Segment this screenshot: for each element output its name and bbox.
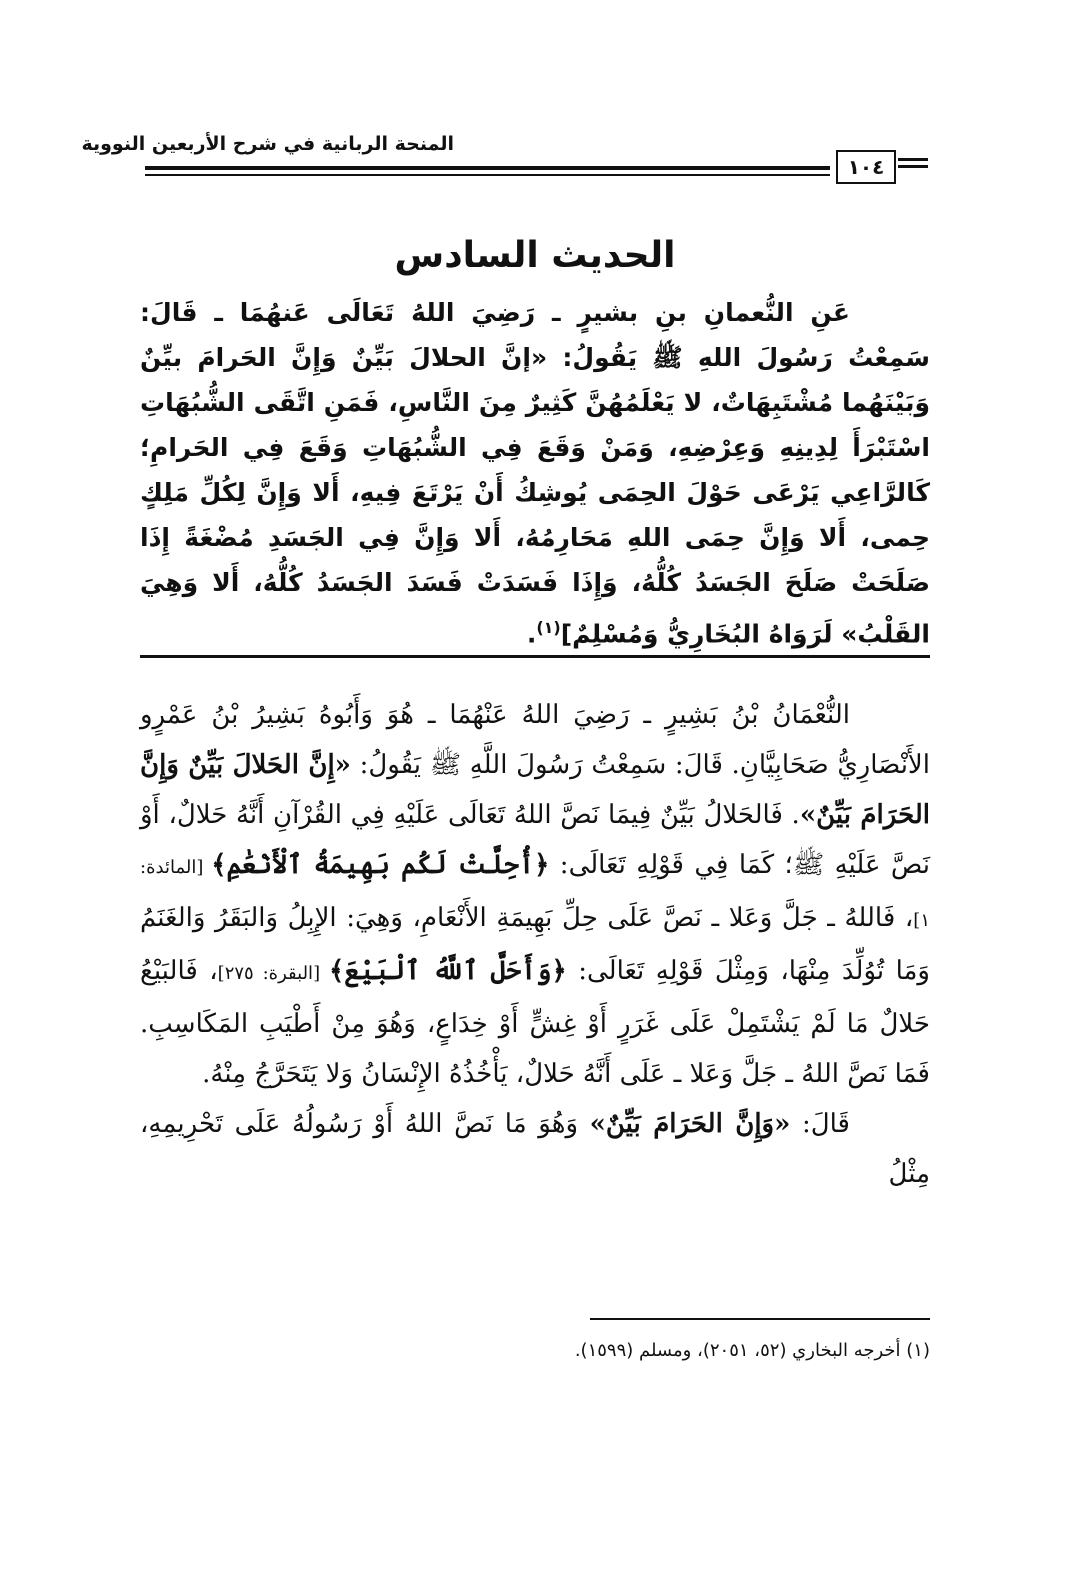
footnote-divider	[590, 1318, 930, 1320]
footnote: (١) أخرجه البخاري (٥٢، ٢٠٥١)، ومسلم (١٥٩٩).	[574, 1340, 930, 1361]
hadith-body: عَنِ النُّعمانِ بنِ بشيرٍ ـ رَضِيَ اللهُ تَعَالَى عَنهُمَا ـ قَالَ: سَمِعْتُ رَسُولَ اللهِ ﷺ يَقُولُ: «إنَّ الحلالَ بَيِّنٌ وَإِنَّ الحَرامَ بيِّنٌ وَبَيْنَهُما مُشْتَبِهَاتٌ، لا يَعْلَمُهُنَّ كَثِيرٌ مِنَ النَّاسِ، فَمَنِ اتَّقَى الشُّبُهَاتِ اسْتَبْرَأَ لِدِينِهِ وَعِرْضِهِ، وَمَنْ وَقَعَ فِي الشُّبُهَاتِ وَقَعَ فِي الحَرامِ؛ كَالرَّاعِي يَرْعَى حَوْلَ الحِمَى يُوشِكُ أَنْ يَرْتَعَ فِيهِ، أَلا وَإِنَّ لِكُلِّ مَلِكٍ حِمى، أَلا وَإِنَّ حِمَى اللهِ مَحَارِمُهُ، أَلا وَإِنَّ فِي الجَسَدِ مُضْغَةً إِذَا صَلَحَتْ صَلَحَ الجَسَدُ كُلُّهُ، وَإِذَا فَسَدَتْ فَسَدَ الجَسَدُ كُلُّهُ، أَلا وَهِيَ القَلْبُ» لَرَوَاهُ البُخَارِيُّ وَمُسْلِمٌ]	[140, 298, 930, 649]
commentary-paragraph-1	[140, 690, 930, 1099]
commentary-paragraph-2	[140, 1099, 930, 1199]
section-divider	[140, 655, 930, 658]
header-rule-thin	[145, 174, 830, 176]
commentary-text: النُّعْمَانُ بْنُ بَشِيرٍ ـ رَضِيَ اللهُ عَنْهُمَا ـ هُوَ وَأَبُوهُ بَشِيرُ بْنُ عَمْرٍو الأَنْصَارِيُّ صَحَابِيَّانِ. قَالَ: سَمِعْتُ رَسُولَ اللَّهِ ﷺ يَقُولُ:	[140, 700, 930, 780]
footnote-reference: (١)	[536, 618, 561, 637]
hadith-paragraph: عَنِ النُّعمانِ بنِ بشيرٍ ـ رَضِيَ اللهُ تَعَالَى عَنهُمَا ـ قَالَ: سَمِعْتُ رَسُولَ اللهِ ﷺ يَقُولُ: «إنَّ الحلالَ بَيِّنٌ وَإِنَّ الحَرامَ بيِّنٌ وَبَيْنَهُما مُشْتَبِهَاتٌ، لا يَعْلَمُهُنَّ كَثِيرٌ مِنَ النَّاسِ، فَمَنِ اتَّقَى الشُّبُهَاتِ اسْتَبْرَأَ لِدِينِهِ وَعِرْضِهِ، وَمَنْ وَقَعَ فِي الشُّبُهَاتِ وَقَعَ فِي الحَرامِ؛ كَالرَّاعِي يَرْعَى حَوْلَ الحِمَى يُوشِكُ أَنْ يَرْتَعَ فِيهِ، أَلا وَإِنَّ لِكُلِّ مَلِكٍ حِمى، أَلا وَإِنَّ حِمَى اللهِ مَحَارِمُهُ، أَلا وَإِنَّ فِي الجَسَدِ مُضْغَةً إِذَا صَلَحَتْ صَلَحَ الجَسَدُ كُلُّهُ، وَإِذَا فَسَدَتْ فَسَدَ الجَسَدُ كُلُّهُ، أَلا وَهِيَ القَلْبُ» لَرَوَاهُ البُخَارِيُّ وَمُسْلِمٌ]$^{(١)}$.	[140, 298, 930, 649]
page-number: ١٠٤	[836, 150, 896, 184]
quran-verse: ﴿أُحِلَّتْ لَكُم بَهِيمَةُ ٱلْأَنْعَٰمِ﴾	[211, 850, 550, 880]
running-header-title: المنحة الربانية في شرح الأربعين النووية	[81, 133, 454, 155]
commentary-block	[140, 690, 930, 1199]
verse-citation: [البقرة: ٢٧٥]	[217, 963, 329, 984]
hadith-quote: «إِنَّ الحَلالَ بَيِّنٌ وَإِنَّ الحَرَامَ بَيِّنٌ»	[140, 750, 930, 830]
page-number-ornament	[898, 158, 928, 172]
header-rule	[145, 166, 830, 170]
hadith-text-block	[140, 290, 930, 656]
quran-verse: ﴿وَأَحَلَّ ٱللَّهُ ٱلْبَيْعَ﴾	[329, 956, 567, 986]
commentary-text: قَالَ:	[790, 1109, 850, 1139]
commentary-text: ، فَاللهُ ـ جَلَّ وَعَلا ـ نَصَّ عَلَى حِلِّ بَهِيمَةِ الأَنْعَامِ، وَهِيَ: الإِبِلُ وَالبَقَرُ وَالغَنَمُ وَمَا تُوُلِّدَ مِنْهَا، وَمِثْلَ قَوْلِهِ تَعَالَى:	[140, 903, 930, 986]
hadith-title: الحديث السادس	[394, 235, 676, 276]
commentary-text: ، فَالبَيْعُ حَلالٌ مَا لَمْ يَشْتَمِلْ عَلَى غَرَرٍ أَوْ غِشٍّ أَوْ خِدَاعٍ، وَهُوَ مِنْ أَطْيَبِ المَكَاسِبِ. فَمَا نَصَّ اللهُ ـ جَلَّ وَعَلا ـ عَلَى أَنَّهُ حَلالٌ، يَأْخُذُهُ الإِنْسَانُ وَلا يَتَحَرَّجُ مِنْهُ.	[140, 956, 930, 1089]
verse-citation: [المائدة: ١]	[140, 857, 930, 931]
hadith-quote: «وَإِنَّ الحَرَامَ بَيِّنٌ»	[589, 1109, 791, 1139]
commentary-text: وَهُوَ مَا نَصَّ اللهُ أَوْ رَسُولُهُ عَلَى تَحْرِيمِهِ، مِثْلُ	[140, 1109, 930, 1189]
commentary-text: . فَالحَلالُ بَيِّنٌ فِيمَا نَصَّ اللهُ تَعَالَى عَلَيْهِ فِي القُرْآنِ أَنَّهُ حَلالٌ، أَوْ نَصَّ عَلَيْهِ ﷺ؛ كَمَا فِي قَوْلِهِ تَعَالَى:	[140, 800, 931, 880]
